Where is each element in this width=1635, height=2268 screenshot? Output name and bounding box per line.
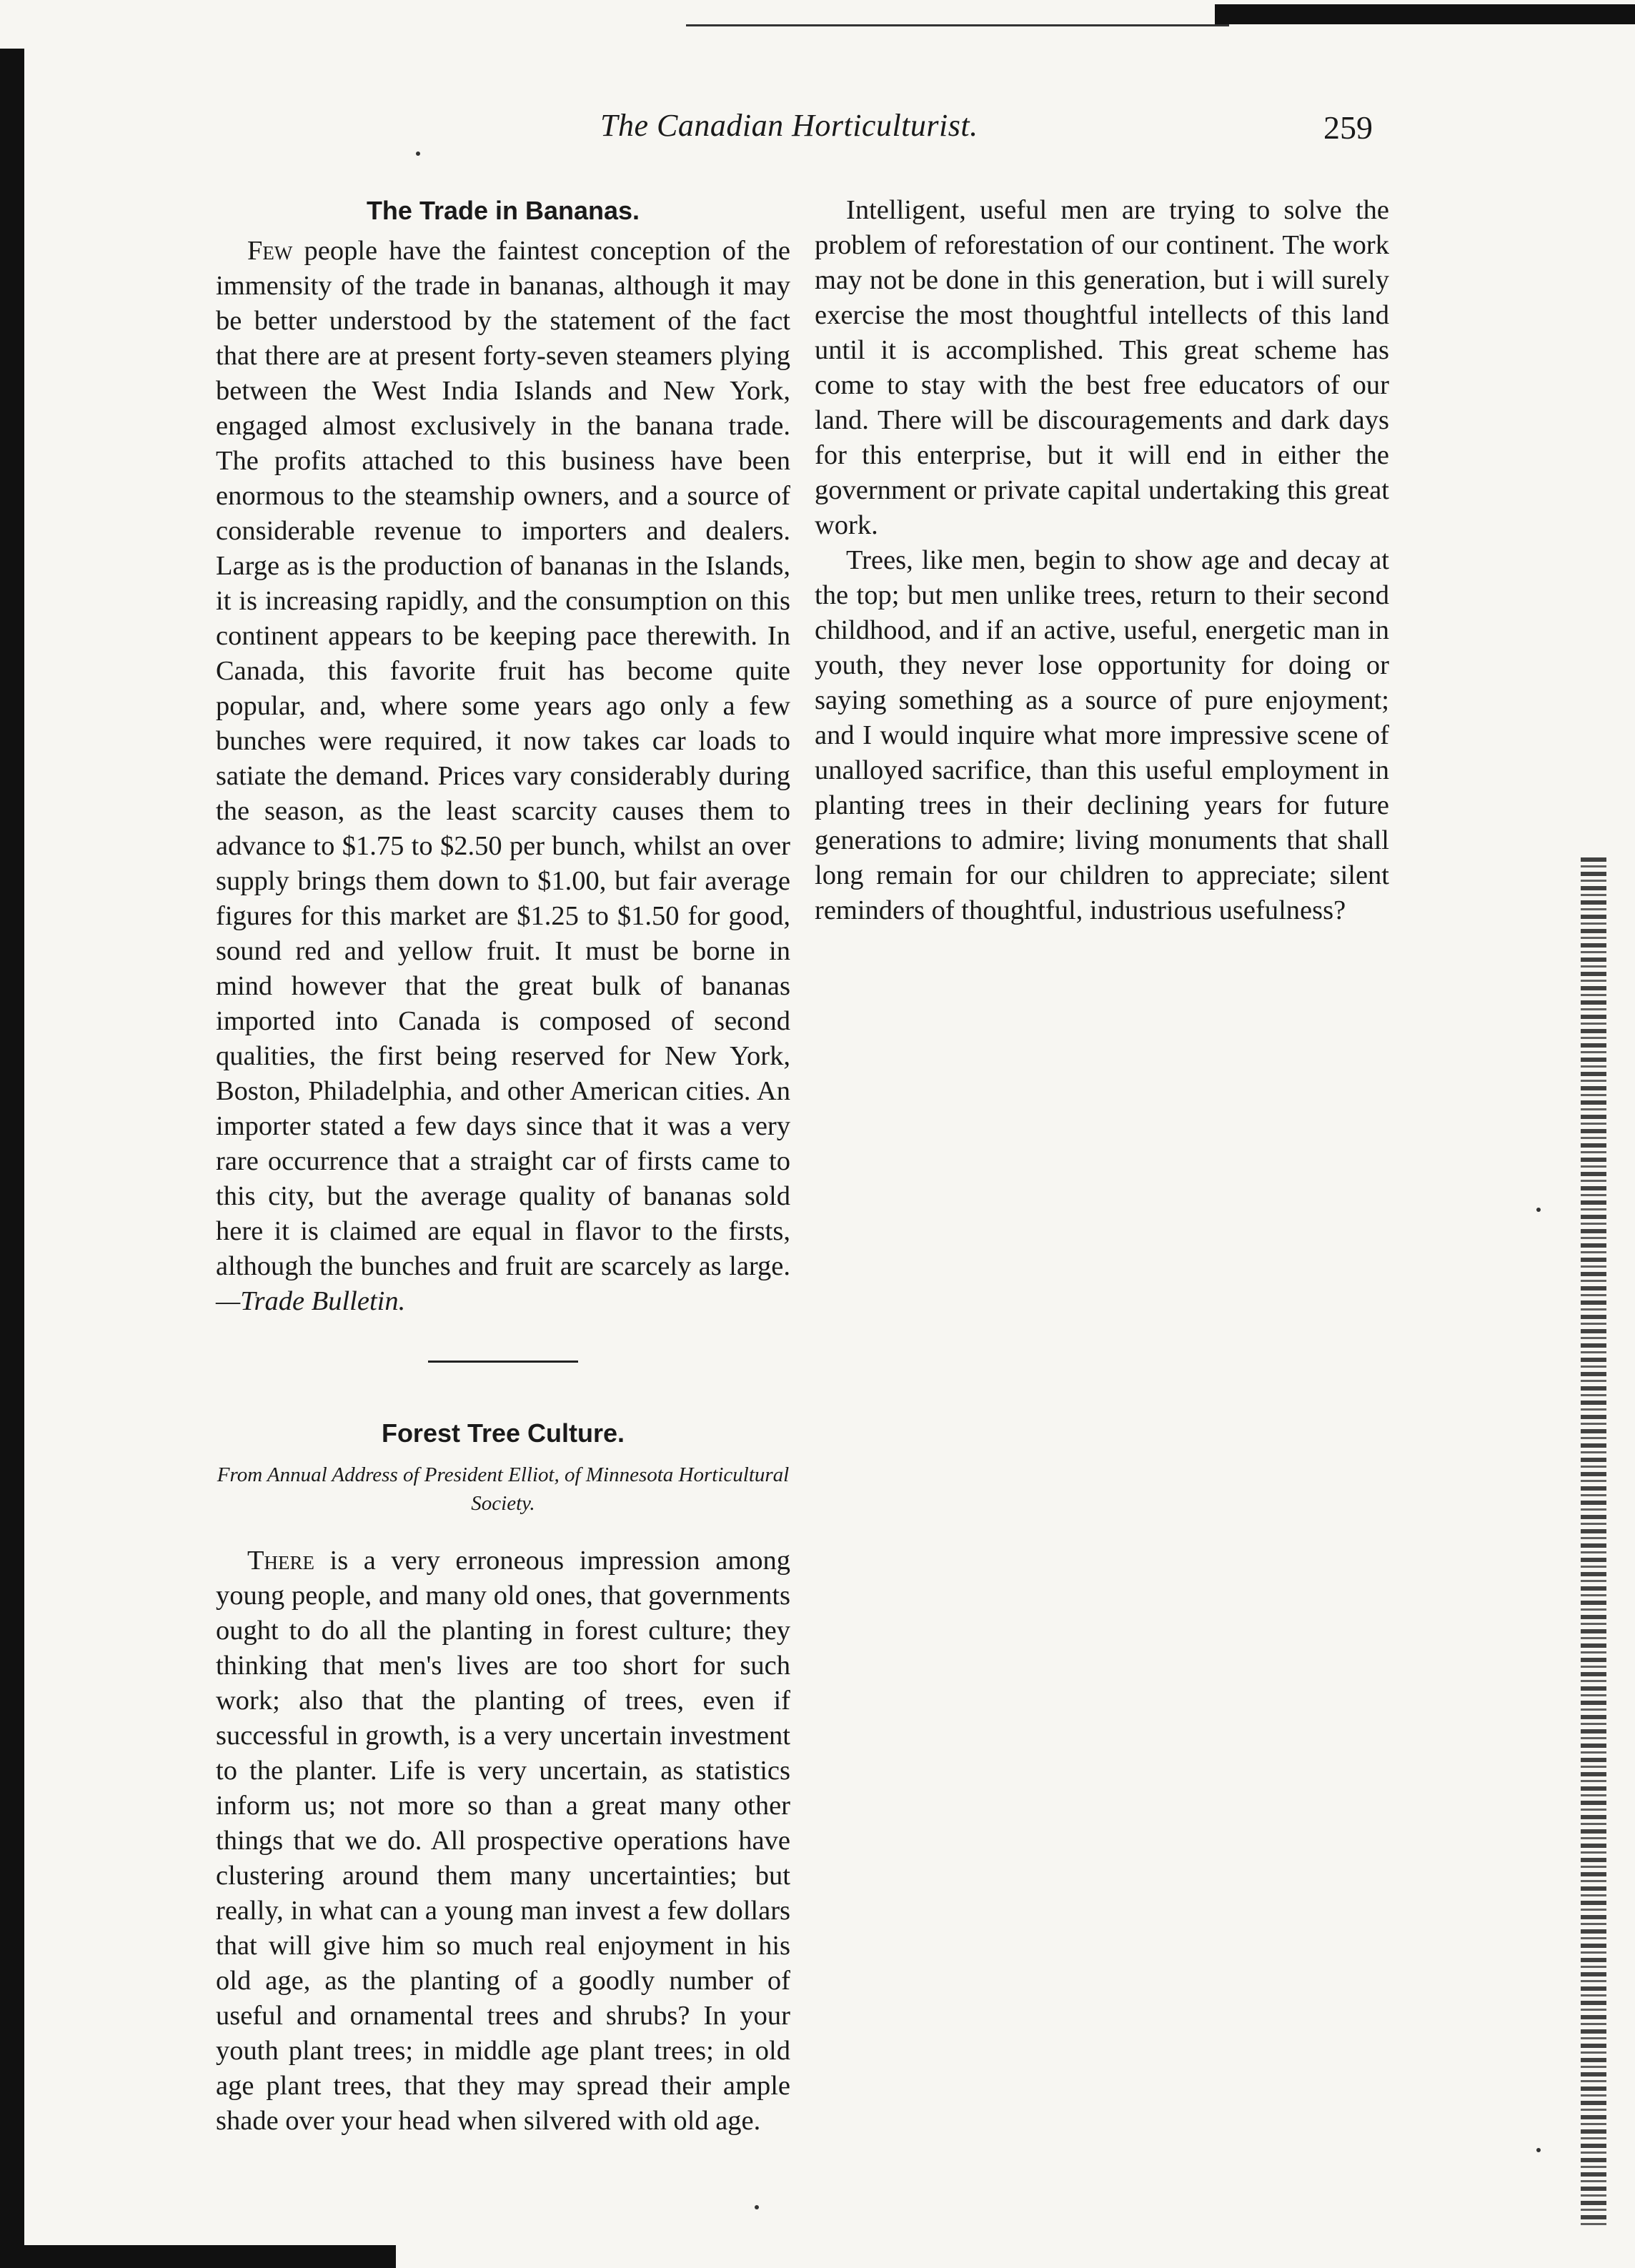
scan-speck: [416, 151, 420, 156]
article-source-credit: —Trade Bulletin.: [216, 1286, 406, 1316]
forest-paragraph-1-text: is a very erroneous impression among young people, and many old ones, that governments ought to do all the planting in forest culture; they thinking that men's lives are too short for such work; also that the planting of trees, even if successful in growth, is a very uncertain investment to the planter. Life is very uncertain, as statistics inform us; not more so than a great many other things that we do. All prospective operations have clustering around them many uncertainties; but really, in what can a young man invest a few dollars that will give him so much real enjoyment in his old age, as the planting of a goodly number of useful and ornamental trees and shrubs? In your youth plant trees; in middle age plant trees; in old age plant trees, that they may spread their ample shade over your head when silvered with old age.: [216, 1546, 790, 2136]
forest-paragraph-3: Trees, like men, begin to show age and decay at the top; but men unlike trees, return to their second childhood, and if an active, useful, energetic man in youth, they never lose opportunity for doing or saying something as a source of pure enjoyment; and I would inquire what more impressive scene of unalloyed sacrifice, than this useful employment in planting trees in their declining years for future generations to admire; living monuments that shall long remain for our children to appreciate; silent reminders of thoughtful, industrious usefulness?: [815, 545, 1389, 925]
left-scan-edge: [0, 49, 24, 2268]
forest-paragraph-2: Intelligent, useful men are trying to solve the problem of reforestation of our continent. The work may not be done in this generation, but i will surely exercise the most thoughtful intellects of this land until it is accomplished. This great scheme has come to stay with the best free educators of our land. There will be discouragements and dark days for this enterprise, but it will end in either the government or private capital undertaking this great work.: [815, 195, 1389, 540]
top-scan-edge: [1215, 4, 1635, 24]
right-scan-edge: [1581, 857, 1606, 2229]
section-separator: [428, 1361, 578, 1363]
lead-word-forest: There: [247, 1546, 315, 1576]
lead-word-bananas: Few: [247, 236, 293, 266]
right-column: [815, 193, 1389, 928]
bottom-scan-edge: [24, 2245, 396, 2268]
bananas-body-text: people have the faintest conception of the immensity of the trade in bananas, although it may be better understood by the statement of the fact that there are at present forty-seven steamers plying between the West India Islands and New York, engaged almost exclusively in the banana trade. The profits attached to this business have been enormous to the steamship owners, and a source of considerable revenue to importers and dealers. Large as is the production of bananas in the Islands, it is increasing rapidly, and the consumption on this continent appears to be keeping pace therewith. In Canada, this favorite fruit has become quite popular, and, where some years ago only a few bunches were required, it now takes car loads to satiate the demand. Prices vary considerably during the season, as the least scarcity causes them to advance to $1.75 to $2.50 per bunch, whilst an over supply brings them down to $1.00, but fair average figures for this market are $1.25 to $1.50 for good, sound red and yellow fruit. It must be borne in mind however that the great bulk of bananas imported into Canada is composed of second qualities, the first being reserved for New York, Boston, Philadelphia, and other American cities. An importer stated a few days since that it was a very rare occurrence that a straight car of firsts came to this city, but the average quality of bananas sold here it is claimed are equal in flavor to the firsts, although the bunches and fruit are scarcely as large.: [216, 236, 790, 1281]
article-body-bananas: [216, 234, 790, 1319]
forest-paragraph-1: [216, 1543, 790, 2139]
running-title: The Canadian Horticulturist.: [600, 108, 978, 143]
page-number: 259: [1323, 109, 1373, 146]
scan-speck: [1536, 2148, 1541, 2152]
scan-speck: [1536, 1208, 1541, 1212]
left-column: [216, 193, 790, 2139]
article-byline-forest: From Annual Address of President Elliot, of Minnesota Horticultural Society.: [217, 1463, 790, 1515]
article-title-forest: Forest Tree Culture.: [381, 1418, 625, 1448]
scan-speck: [755, 2205, 759, 2209]
article-title-bananas: The Trade in Bananas.: [366, 196, 640, 225]
top-rule: [686, 24, 1229, 26]
